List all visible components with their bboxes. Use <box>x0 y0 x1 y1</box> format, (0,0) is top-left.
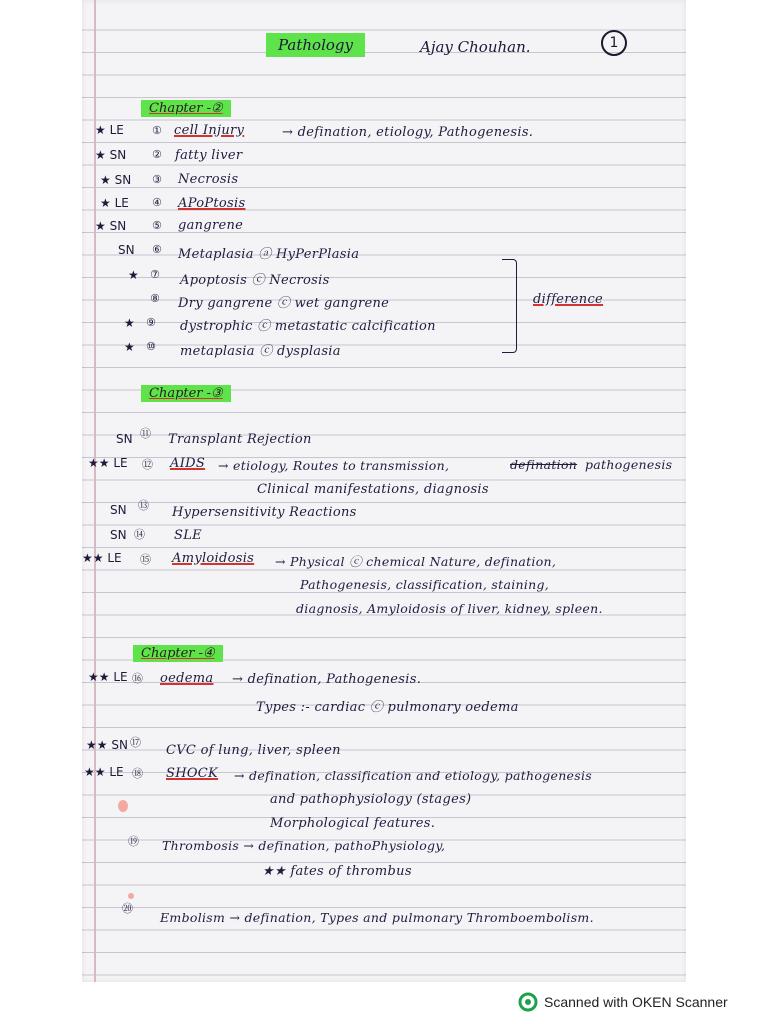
difference-label: difference <box>533 292 604 307</box>
item-title: cell Injury <box>174 123 245 138</box>
page-number: 1 <box>601 30 627 56</box>
chapter-2-heading: Chapter -② <box>141 100 231 117</box>
item-detail: → etiology, Routes to transmission, <box>218 458 450 473</box>
item-number: ⑮ <box>140 553 151 566</box>
item-detail: → defination, Pathogenesis. <box>232 672 422 687</box>
item-mark: SN <box>118 243 135 257</box>
item-number: ① <box>152 124 162 137</box>
item-number: ⑱ <box>132 767 143 780</box>
item-mark: ★ LE <box>95 123 124 137</box>
item-title: AIDS <box>170 456 206 471</box>
item-title: oedema <box>160 671 214 686</box>
item-number: ⑲ <box>128 835 139 848</box>
ink-stain <box>128 893 134 899</box>
item-mark: ★ SN <box>95 148 127 162</box>
item-detail: diagnosis, Amyloidosis of liver, kidney, spleen. <box>296 601 603 616</box>
item-mark: ★ SN <box>95 219 127 233</box>
item-detail: → defination, etiology, Pathogenesis. <box>282 125 534 140</box>
chapter-3-heading: Chapter -③ <box>141 385 231 402</box>
item-number: ⑧ <box>150 292 160 305</box>
item-title: CVC of lung, liver, spleen <box>166 743 341 758</box>
watermark-text: Scanned with OKEN Scanner <box>544 994 728 1010</box>
item-title: Necrosis <box>178 172 239 187</box>
item-number: ② <box>152 148 162 161</box>
item-detail: pathogenesis <box>585 457 673 472</box>
item-mark: ★★ LE <box>88 670 128 684</box>
item-title: Transplant Rejection <box>168 432 312 447</box>
item-mark: ★ <box>124 316 135 330</box>
item-detail: Pathogenesis, classification, staining, <box>300 577 550 592</box>
oken-scanner-logo-icon <box>518 992 538 1012</box>
item-number: ⑫ <box>142 458 153 471</box>
item-title: fatty liver <box>175 148 243 163</box>
item-title: Amyloidosis <box>172 551 255 566</box>
item-mark: ★★ SN <box>86 738 128 752</box>
item-number: ⑪ <box>140 427 151 440</box>
item-title: Thrombosis → defination, pathoPhysiology, <box>162 838 446 853</box>
ink-stain <box>118 800 128 812</box>
author-signature: Ajay Chouhan. <box>420 38 531 56</box>
item-mark: ★★ LE <box>82 551 122 565</box>
item-title: SLE <box>174 528 202 543</box>
item-title: Embolism → defination, Types and pulmonary Thromboembolism. <box>160 910 594 925</box>
scanner-watermark <box>518 992 728 1012</box>
item-title: APoPtosis <box>178 196 246 211</box>
difference-item: dystrophic ⓒ metastatic calcification <box>180 319 436 334</box>
difference-item: Dry gangrene ⓒ wet gangrene <box>178 296 390 311</box>
difference-item: Apoptosis ⓒ Necrosis <box>180 273 330 288</box>
item-detail: Types :- cardiac ⓒ pulmonary oedema <box>256 700 519 715</box>
item-mark: ★ <box>128 268 139 282</box>
item-number: ⑰ <box>130 736 141 749</box>
item-title: Hypersensitivity Reactions <box>172 505 357 520</box>
item-mark: ★ LE <box>100 196 129 210</box>
item-number: ⑳ <box>122 902 133 915</box>
item-number: ⑤ <box>152 219 162 232</box>
item-mark: SN <box>110 503 127 517</box>
item-number: ⑯ <box>132 672 143 685</box>
item-mark: ★★ LE <box>84 765 124 779</box>
item-number: ⑬ <box>138 499 149 512</box>
item-title: SHOCK <box>166 766 219 781</box>
item-mark: ★ <box>124 340 135 354</box>
item-mark: ★ SN <box>100 173 132 187</box>
difference-brace <box>502 259 517 353</box>
item-title: gangrene <box>178 218 244 233</box>
item-mark: SN <box>110 528 127 542</box>
item-detail: and pathophysiology (stages) <box>270 792 472 807</box>
item-number: ⑨ <box>146 316 156 329</box>
item-number: ⑥ <box>152 243 162 256</box>
item-mark: ★★ LE <box>88 456 128 470</box>
item-detail: → Physical ⓒ chemical Nature, defination, <box>275 554 557 569</box>
item-number: ⑭ <box>134 528 145 541</box>
item-detail: Clinical manifestations, diagnosis <box>257 482 489 497</box>
item-detail: → defination, classification and etiology, pathogenesis <box>234 768 592 783</box>
item-number: ③ <box>152 173 162 186</box>
item-mark: SN <box>116 432 133 446</box>
chapter-4-heading: Chapter -④ <box>133 645 223 662</box>
struck-word: defination <box>510 457 578 472</box>
item-number: ⑩ <box>146 340 156 353</box>
item-detail: ★★ fates of thrombus <box>262 864 412 879</box>
item-title: Metaplasia ⓐ HyPerPlasia <box>178 247 360 262</box>
item-number: ④ <box>152 196 162 209</box>
difference-item: metaplasia ⓒ dysplasia <box>180 344 341 359</box>
page-title: Pathology <box>266 33 365 57</box>
item-detail: Morphological features. <box>270 816 436 831</box>
item-number: ⑦ <box>150 268 160 281</box>
